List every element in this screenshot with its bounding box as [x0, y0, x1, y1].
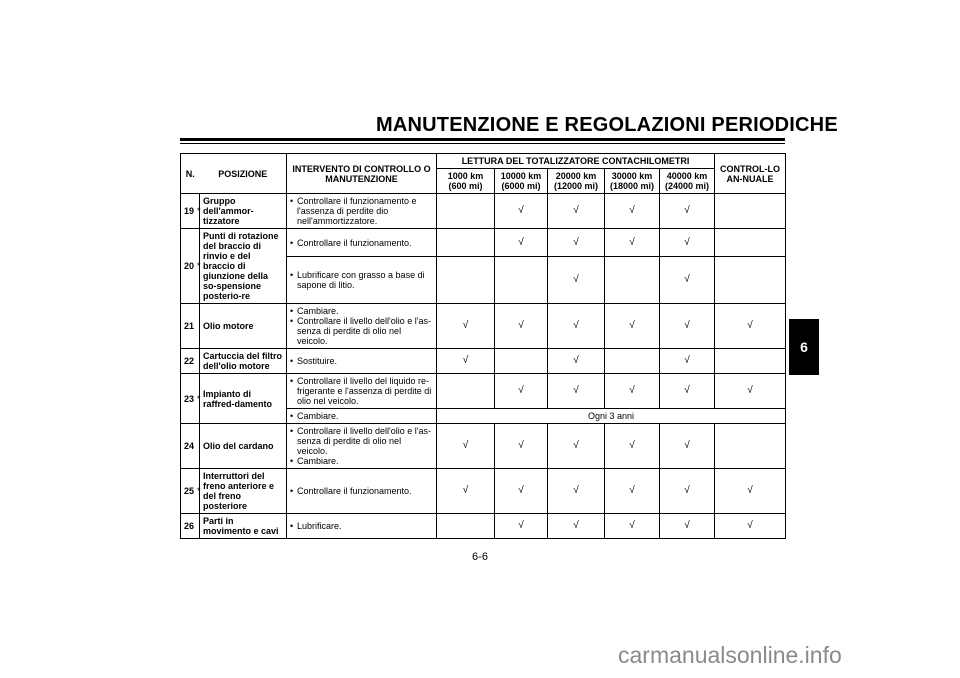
row-intervention — [287, 257, 437, 304]
row-intervention — [287, 304, 437, 349]
check-mark: √ — [605, 469, 660, 514]
title-rule — [180, 138, 785, 141]
row-number-text: 20 — [184, 261, 195, 271]
dealer-asterisk: * — [197, 206, 201, 216]
empty-cell — [715, 424, 786, 469]
empty-cell — [495, 257, 548, 304]
row-number-text: 19 — [184, 206, 195, 216]
row-intervention — [287, 194, 437, 229]
empty-cell — [437, 514, 495, 539]
check-mark: √ — [548, 257, 605, 304]
check-mark: √ — [548, 194, 605, 229]
row-position: Olio motore — [200, 304, 287, 349]
check-mark: √ — [548, 469, 605, 514]
check-mark: √ — [605, 194, 660, 229]
row-position: Gruppo dell'ammor-tizzatore — [200, 194, 287, 229]
row-number-text: 22 — [184, 356, 195, 366]
check-mark: √ — [660, 229, 715, 257]
check-mark: √ — [437, 469, 495, 514]
row-intervention — [287, 409, 437, 424]
check-mark: √ — [437, 304, 495, 349]
row-position: Impianto di raffred-damento — [200, 374, 287, 424]
row-number-text: 24 — [184, 441, 195, 451]
intervention-item: • Lubrificare con grasso a base di sapone di litio. — [290, 270, 433, 290]
row-intervention — [287, 424, 437, 469]
check-mark: √ — [605, 304, 660, 349]
page-title: MANUTENZIONE E REGOLAZIONI PERIODICHE — [376, 114, 838, 136]
check-mark: √ — [548, 304, 605, 349]
row-number — [181, 424, 200, 469]
intervention-item: • Controllare il livello dell'olio e l'as-senza di perdite di olio nel veicolo. — [290, 426, 433, 456]
row-number — [181, 349, 200, 374]
intervention-item: • Lubrificare. — [290, 521, 433, 531]
intervention-item: • Cambiare. — [290, 456, 433, 466]
row-position: Olio del cardano — [200, 424, 287, 469]
empty-cell — [605, 257, 660, 304]
check-mark: √ — [548, 424, 605, 469]
check-mark: √ — [660, 257, 715, 304]
row-intervention — [287, 349, 437, 374]
maintenance-table — [180, 153, 786, 539]
row-position: Punti di rotazione del braccio di rinvio e del braccio di giunzione della so-spensione posterio-re — [200, 229, 287, 304]
row-number-text: 23 — [184, 393, 195, 404]
header-n: N. — [181, 154, 200, 194]
table-row — [181, 349, 786, 374]
interval-km: 10000 km — [500, 171, 542, 181]
table-row — [181, 304, 786, 349]
empty-cell — [437, 194, 495, 229]
check-mark: √ — [495, 514, 548, 539]
empty-cell — [495, 349, 548, 374]
header-odometer: LETTURA DEL TOTALIZZATORE CONTACHILOMETRI — [437, 154, 715, 169]
row-intervention — [287, 229, 437, 257]
check-mark: √ — [715, 304, 786, 349]
row-intervention — [287, 514, 437, 539]
interval-mi: (18000 mi) — [609, 181, 655, 191]
check-mark: √ — [605, 374, 660, 409]
intervention-item: • Cambiare. — [290, 411, 433, 421]
intervention-item: • Controllare il funzionamento. — [290, 238, 433, 248]
row-number — [181, 229, 200, 304]
check-mark: √ — [495, 469, 548, 514]
watermark: carmanualsonline.info — [618, 642, 842, 668]
check-mark: √ — [437, 424, 495, 469]
interval-km: 1000 km — [447, 171, 484, 181]
check-mark: √ — [660, 304, 715, 349]
interval-km: 20000 km — [555, 171, 597, 181]
check-mark: √ — [548, 374, 605, 409]
interval-note: Ogni 3 anni — [437, 409, 786, 424]
intervention-item: • Sostituire. — [290, 356, 433, 366]
check-mark: √ — [548, 229, 605, 257]
row-number — [181, 374, 200, 424]
check-mark: √ — [495, 424, 548, 469]
interval-mi: (6000 mi) — [501, 181, 541, 191]
check-mark: √ — [495, 374, 548, 409]
intervention-item: • Controllare il livello del liquido re-frigerante e l'assenza di perdite di olio nel veicolo. — [290, 376, 433, 406]
check-mark: √ — [660, 194, 715, 229]
interval-mi: (24000 mi) — [665, 181, 710, 191]
row-position: Interruttori del freno anteriore e del freno posteriore — [200, 469, 287, 514]
empty-cell — [715, 257, 786, 304]
check-mark: √ — [715, 469, 786, 514]
intervention-item: • Controllare il funzionamento. — [290, 486, 433, 496]
row-number — [181, 514, 200, 539]
header-interval — [548, 169, 605, 194]
empty-cell — [437, 229, 495, 257]
check-mark: √ — [548, 349, 605, 374]
check-mark: √ — [605, 424, 660, 469]
row-number — [181, 304, 200, 349]
intervention-item: • Controllare il funzionamento e l'assenza di perdite dio nell'ammortizzatore. — [290, 196, 433, 226]
row-number-text: 26 — [184, 521, 195, 531]
check-mark: √ — [715, 514, 786, 539]
check-mark: √ — [660, 469, 715, 514]
header-interval — [605, 169, 660, 194]
interval-mi: (600 mi) — [448, 181, 483, 191]
row-intervention — [287, 374, 437, 409]
table-row — [181, 374, 786, 409]
interval-km: 40000 km — [666, 171, 708, 181]
empty-cell — [605, 349, 660, 374]
table-row — [181, 229, 786, 257]
interval-mi: (12000 mi) — [553, 181, 599, 191]
header-intervention: INTERVENTO DI CONTROLLO O MANUTENZIONE — [287, 154, 437, 194]
chapter-tab: 6 — [789, 319, 819, 375]
table-row — [181, 469, 786, 514]
dealer-asterisk: * — [197, 261, 201, 271]
header-position: POSIZIONE — [200, 154, 287, 194]
check-mark: √ — [660, 349, 715, 374]
dealer-asterisk: * — [197, 393, 201, 404]
intervention-item: • Cambiare. — [290, 306, 433, 316]
empty-cell — [437, 257, 495, 304]
table-row — [181, 424, 786, 469]
row-position: Parti in movimento e cavi — [200, 514, 287, 539]
page-number: 6-6 — [472, 551, 488, 563]
check-mark: √ — [495, 194, 548, 229]
row-number — [181, 469, 200, 514]
table-row — [181, 514, 786, 539]
check-mark: √ — [605, 229, 660, 257]
check-mark: √ — [548, 514, 605, 539]
row-number-text: 21 — [184, 321, 195, 331]
row-number-text: 25 — [184, 486, 195, 496]
header-interval — [437, 169, 495, 194]
dealer-asterisk: * — [197, 486, 201, 496]
row-number — [181, 194, 200, 229]
check-mark: √ — [437, 349, 495, 374]
interval-km: 30000 km — [611, 171, 653, 181]
header-interval — [660, 169, 715, 194]
check-mark: √ — [715, 374, 786, 409]
empty-cell — [715, 349, 786, 374]
check-mark: √ — [660, 374, 715, 409]
empty-cell — [715, 229, 786, 257]
header-annual: CONTROL-LO AN-NUALE — [715, 154, 786, 194]
header-interval — [495, 169, 548, 194]
empty-cell — [437, 374, 495, 409]
row-position: Cartuccia del filtro dell'olio motore — [200, 349, 287, 374]
row-intervention — [287, 469, 437, 514]
intervention-item: • Controllare il livello dell'olio e l'as-senza di perdite di olio nel veicolo. — [290, 316, 433, 346]
check-mark: √ — [495, 304, 548, 349]
check-mark: √ — [605, 514, 660, 539]
table-row — [181, 194, 786, 229]
check-mark: √ — [660, 514, 715, 539]
title-rule-thin — [180, 143, 785, 144]
check-mark: √ — [495, 229, 548, 257]
check-mark: √ — [660, 424, 715, 469]
empty-cell — [715, 194, 786, 229]
